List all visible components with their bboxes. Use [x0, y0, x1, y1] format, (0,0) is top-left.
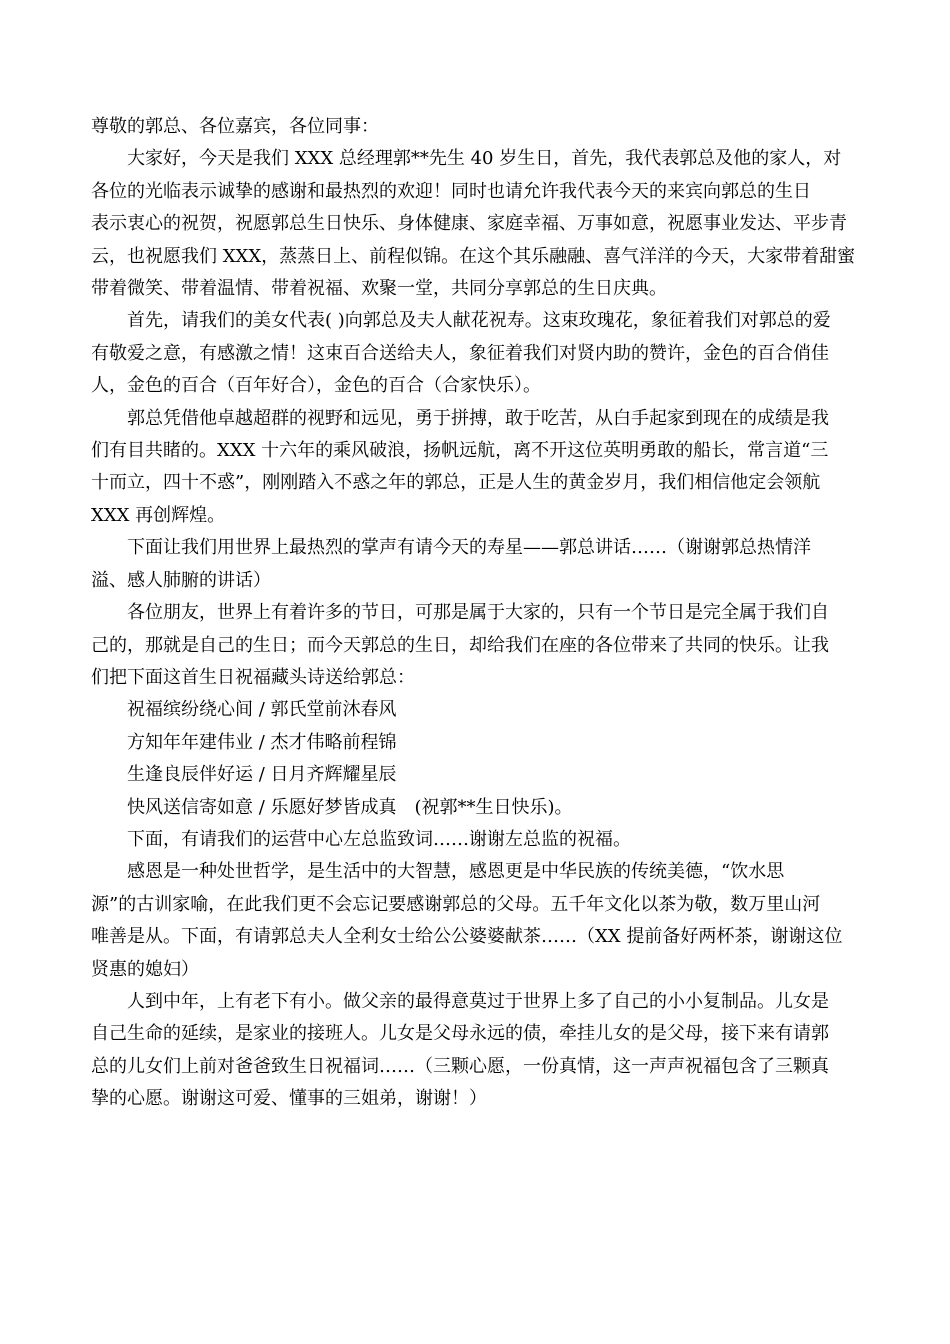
paragraph-speech: 下面让我们用世界上最热烈的掌声有请今天的寿星——郭总讲话……（谢谢郭总热情洋 溢、感人肺腑的讲话） [91, 537, 811, 591]
poem-line-4: 快风送信寄如意 / 乐愿好梦皆成真 (祝郭**生日快乐)。 [91, 796, 573, 818]
paragraph-director: 下面，有请我们的运营中心左总监致词……谢谢左总监的祝福。 [91, 828, 631, 850]
poem-line-2: 方知年年建伟业 / 杰才伟略前程锦 [91, 731, 397, 753]
paragraph-gratitude: 感恩是一种处世哲学，是生活中的大智慧，感恩更是中华民族的传统美德，“饮水思 源”的古训家喻，在此我们更不会忘记要感谢郭总的父母。五千年文化以茶为敬，数万里山河 唯善是从。下面，有请郭总夫人全利女士给公公婆婆献茶……（XX 提前备好两杯茶，谢谢这位 贤惠的媳妇） [91, 861, 843, 980]
paragraph-children: 人到中年，上有老下有小。做父亲的最得意莫过于世界上多了自己的小小复制品。儿女是 自己生命的延续，是家业的接班人。儿女是父母永远的债，牵挂儿女的是父母，接下来有请郭 总的儿女们上前对爸爸致生日祝福词……（三颗心愿，一份真情，这一声声祝福包含了三颗真 挚的心愿。谢谢这可爱、懂事的三姐弟，谢谢！） [91, 990, 829, 1110]
poem-line-1: 祝福缤纷绕心间 / 郭氏堂前沐春风 [91, 699, 397, 721]
paragraph-flowers: 首先，请我们的美女代表( )向郭总及夫人献花祝寿。这束玫瑰花，象征着我们对郭总的爱 有敬爱之意，有感激之情！这束百合送给夫人，象征着我们对贤内助的赞许，金色的百合俏佳 人，金色的百合（百年好合），金色的百合（合家快乐）。 [91, 310, 831, 397]
paragraph-opening: 大家好，今天是我们 XXX 总经理郭**先生 40 岁生日，首先，我代表郭总及他的家人，对 各位的光临表示诚挚的感谢和最热烈的欢迎！同时也请允许我代表今天的来宾向郭总的生日 表示衷心的祝贺，祝愿郭总生日快乐、身体健康、家庭幸福、万事如意，祝愿事业发达、平步青 云，也祝愿我们 XXX，蒸蒸日上、前程似锦。在这个其乐融融、喜气洋洋的今天，大家带着甜蜜 带着微笑、带着温情、带着祝福、欢聚一堂，共同分享郭总的生日庆典。 [91, 148, 856, 300]
poem-line-3: 生逢良辰伴好运 / 日月齐辉耀星辰 [91, 764, 397, 786]
greeting: 尊敬的郭总、各位嘉宾，各位同事： [91, 116, 379, 137]
paragraph-achievements: 郭总凭借他卓越超群的视野和远见，勇于拼搏，敢于吃苦，从白手起家到现在的成绩是我 们有目共睹的。XXX 十六年的乘风破浪，扬帆远航，离不开这位英明勇敢的船长，常言道“三 十而立，四十不惑”，刚刚踏入不惑之年的郭总，正是人生的黄金岁月，我们相信他定会领航 XXX 再创辉煌。 [91, 407, 829, 526]
paragraph-friends: 各位朋友，世界上有着许多的节日，可那是属于大家的，只有一个节日是完全属于我们自 己的，那就是自己的生日；而今天郭总的生日，却给我们在座的各位带来了共同的快乐。让我 们把下面这首生日祝福藏头诗送给郭总： [91, 602, 829, 688]
document-body [91, 111, 859, 1116]
